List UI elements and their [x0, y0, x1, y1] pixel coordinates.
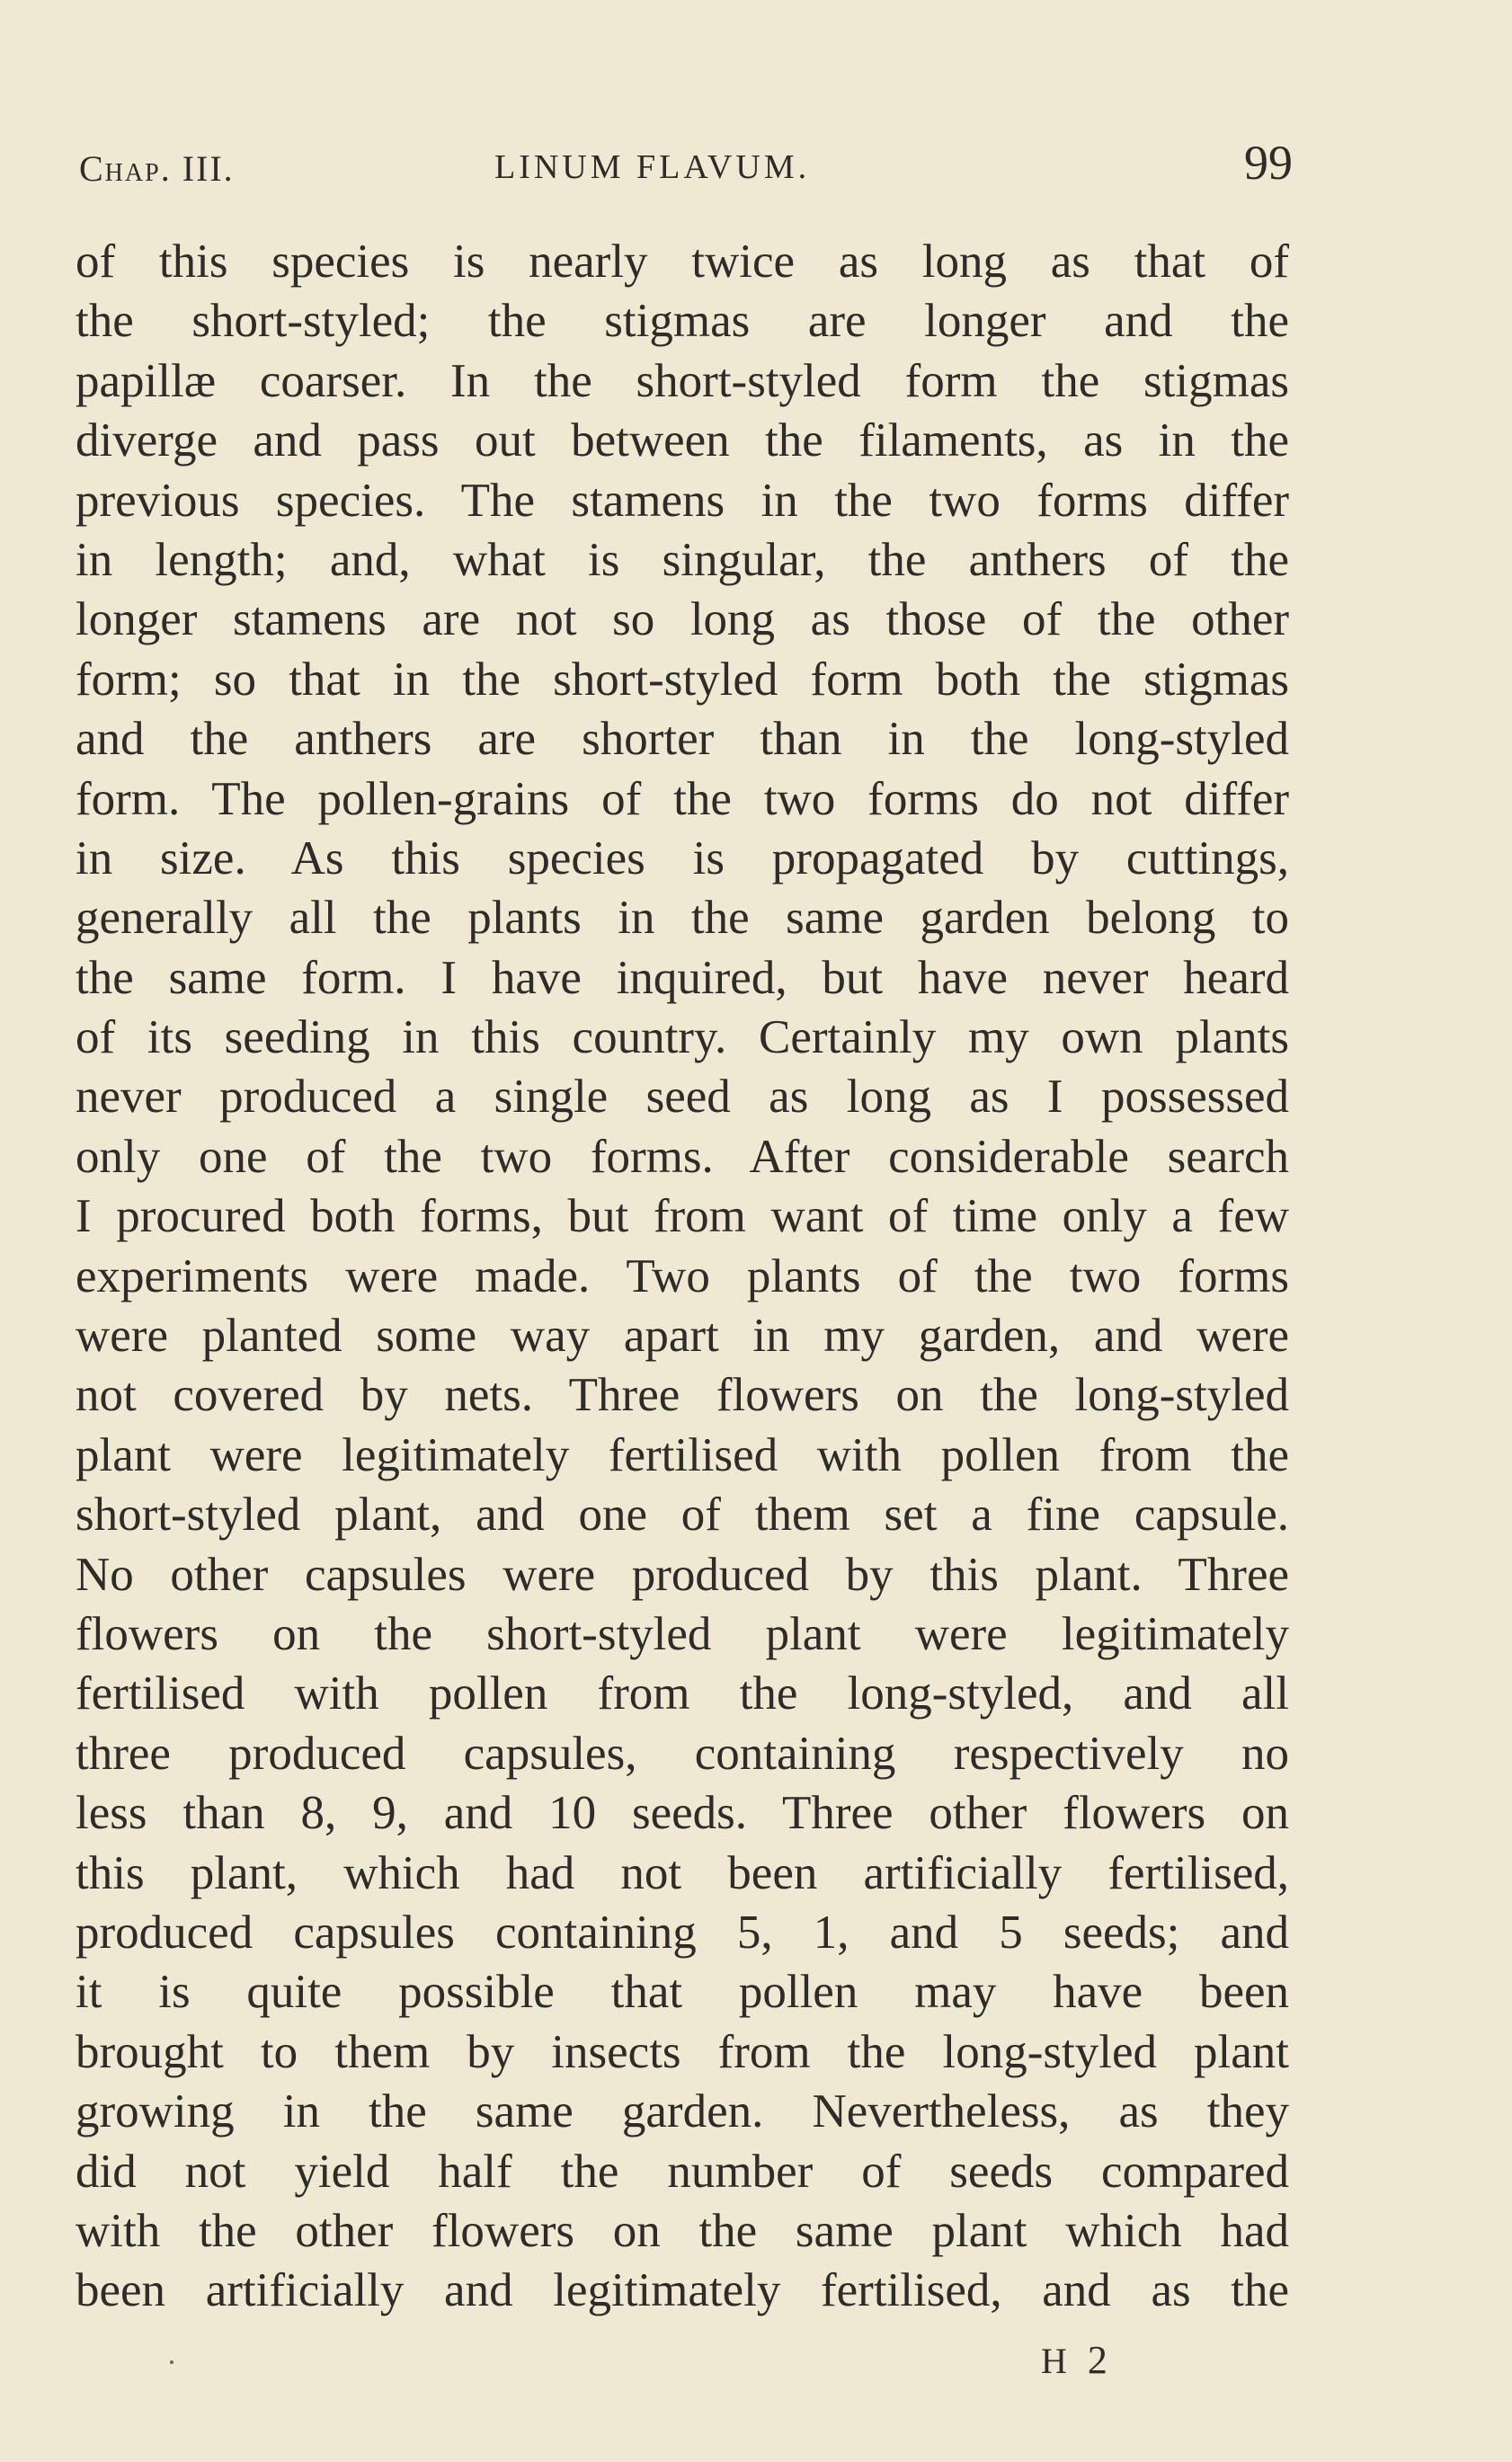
text-line: diverge and pass out between the filaments, as in the: [76, 414, 1289, 467]
text-line: growing in the same garden. Nevertheless, as they: [76, 2085, 1289, 2138]
text-line: No other capsules were produced by this plant. Three: [76, 1548, 1289, 1601]
text-line: not covered by nets. Three flowers on the long-styled: [76, 1369, 1289, 1422]
text-line: plant were legitimately fertilised with pollen from the: [76, 1428, 1289, 1481]
chapter-label: Chap. III.: [79, 148, 235, 189]
text-line: longer stamens are not so long as those of the other: [76, 593, 1289, 646]
running-title: LINUM FLAVUM.: [494, 148, 811, 186]
text-line: produced capsules containing 5, 1, and 5 seeds; and: [76, 1906, 1289, 1959]
signature-mark: [1041, 2337, 1113, 2383]
text-line: the short-styled; the stigmas are longer and the: [76, 295, 1289, 348]
text-line: did not yield half the number of seeds compared: [76, 2145, 1289, 2198]
text-line: of this species is nearly twice as long as that of: [76, 236, 1289, 288]
text-line: were planted some way apart in my garden, and were: [76, 1310, 1289, 1363]
text-line: fertilised with pollen from the long-styled, and all: [76, 1667, 1289, 1720]
text-line: never produced a single seed as long as I possessed: [76, 1071, 1289, 1124]
text-line: short-styled plant, and one of them set a fine capsule.: [76, 1489, 1289, 1542]
text-line: in size. As this species is propagated by cuttings,: [76, 831, 1289, 884]
text-line: the same form. I have inquired, but have never heard: [76, 951, 1289, 1004]
text-line: been artificially and legitimately fertilised, and as the: [76, 2264, 1289, 2317]
text-line: three produced capsules, containing respectively no: [76, 1727, 1289, 1780]
ink-speck: [170, 2360, 173, 2364]
signature-letter: H: [1041, 2341, 1072, 2381]
text-line: generally all the plants in the same garden belong to: [76, 892, 1289, 945]
text-line: this plant, which had not been artificially fertilised,: [76, 1846, 1289, 1899]
text-line: in length; and, what is singular, the anthers of the: [76, 533, 1289, 586]
text-line: of its seeding in this country. Certainly my own plants: [76, 1011, 1289, 1064]
text-line: with the other flowers on the same plant which had: [76, 2204, 1289, 2257]
text-line: papillæ coarser. In the short-styled form the stigmas: [76, 354, 1289, 407]
text-line: previous species. The stamens in the two forms differ: [76, 474, 1289, 527]
text-line: and the anthers are shorter than in the long-styled: [76, 713, 1289, 766]
text-line: flowers on the short-styled plant were legitimately: [76, 1607, 1289, 1660]
running-head: [79, 135, 1293, 198]
text-line: it is quite possible that pollen may have been: [76, 1966, 1289, 2019]
text-line: form. The pollen-grains of the two forms do not differ: [76, 772, 1289, 825]
text-line: only one of the two forms. After considerable search: [76, 1130, 1289, 1183]
text-line: experiments were made. Two plants of the two forms: [76, 1249, 1289, 1302]
text-line: brought to them by insects from the long-styled plant: [76, 2025, 1289, 2078]
text-line: I procured both forms, but from want of time only a few: [76, 1190, 1289, 1243]
page-number: 99: [1244, 136, 1293, 190]
body-text: [76, 232, 1289, 2321]
text-line: less than 8, 9, and 10 seeds. Three other flowers on: [76, 1787, 1289, 1840]
signature-number: 2: [1087, 2338, 1113, 2382]
text-line: form; so that in the short-styled form both the stigmas: [76, 653, 1289, 706]
